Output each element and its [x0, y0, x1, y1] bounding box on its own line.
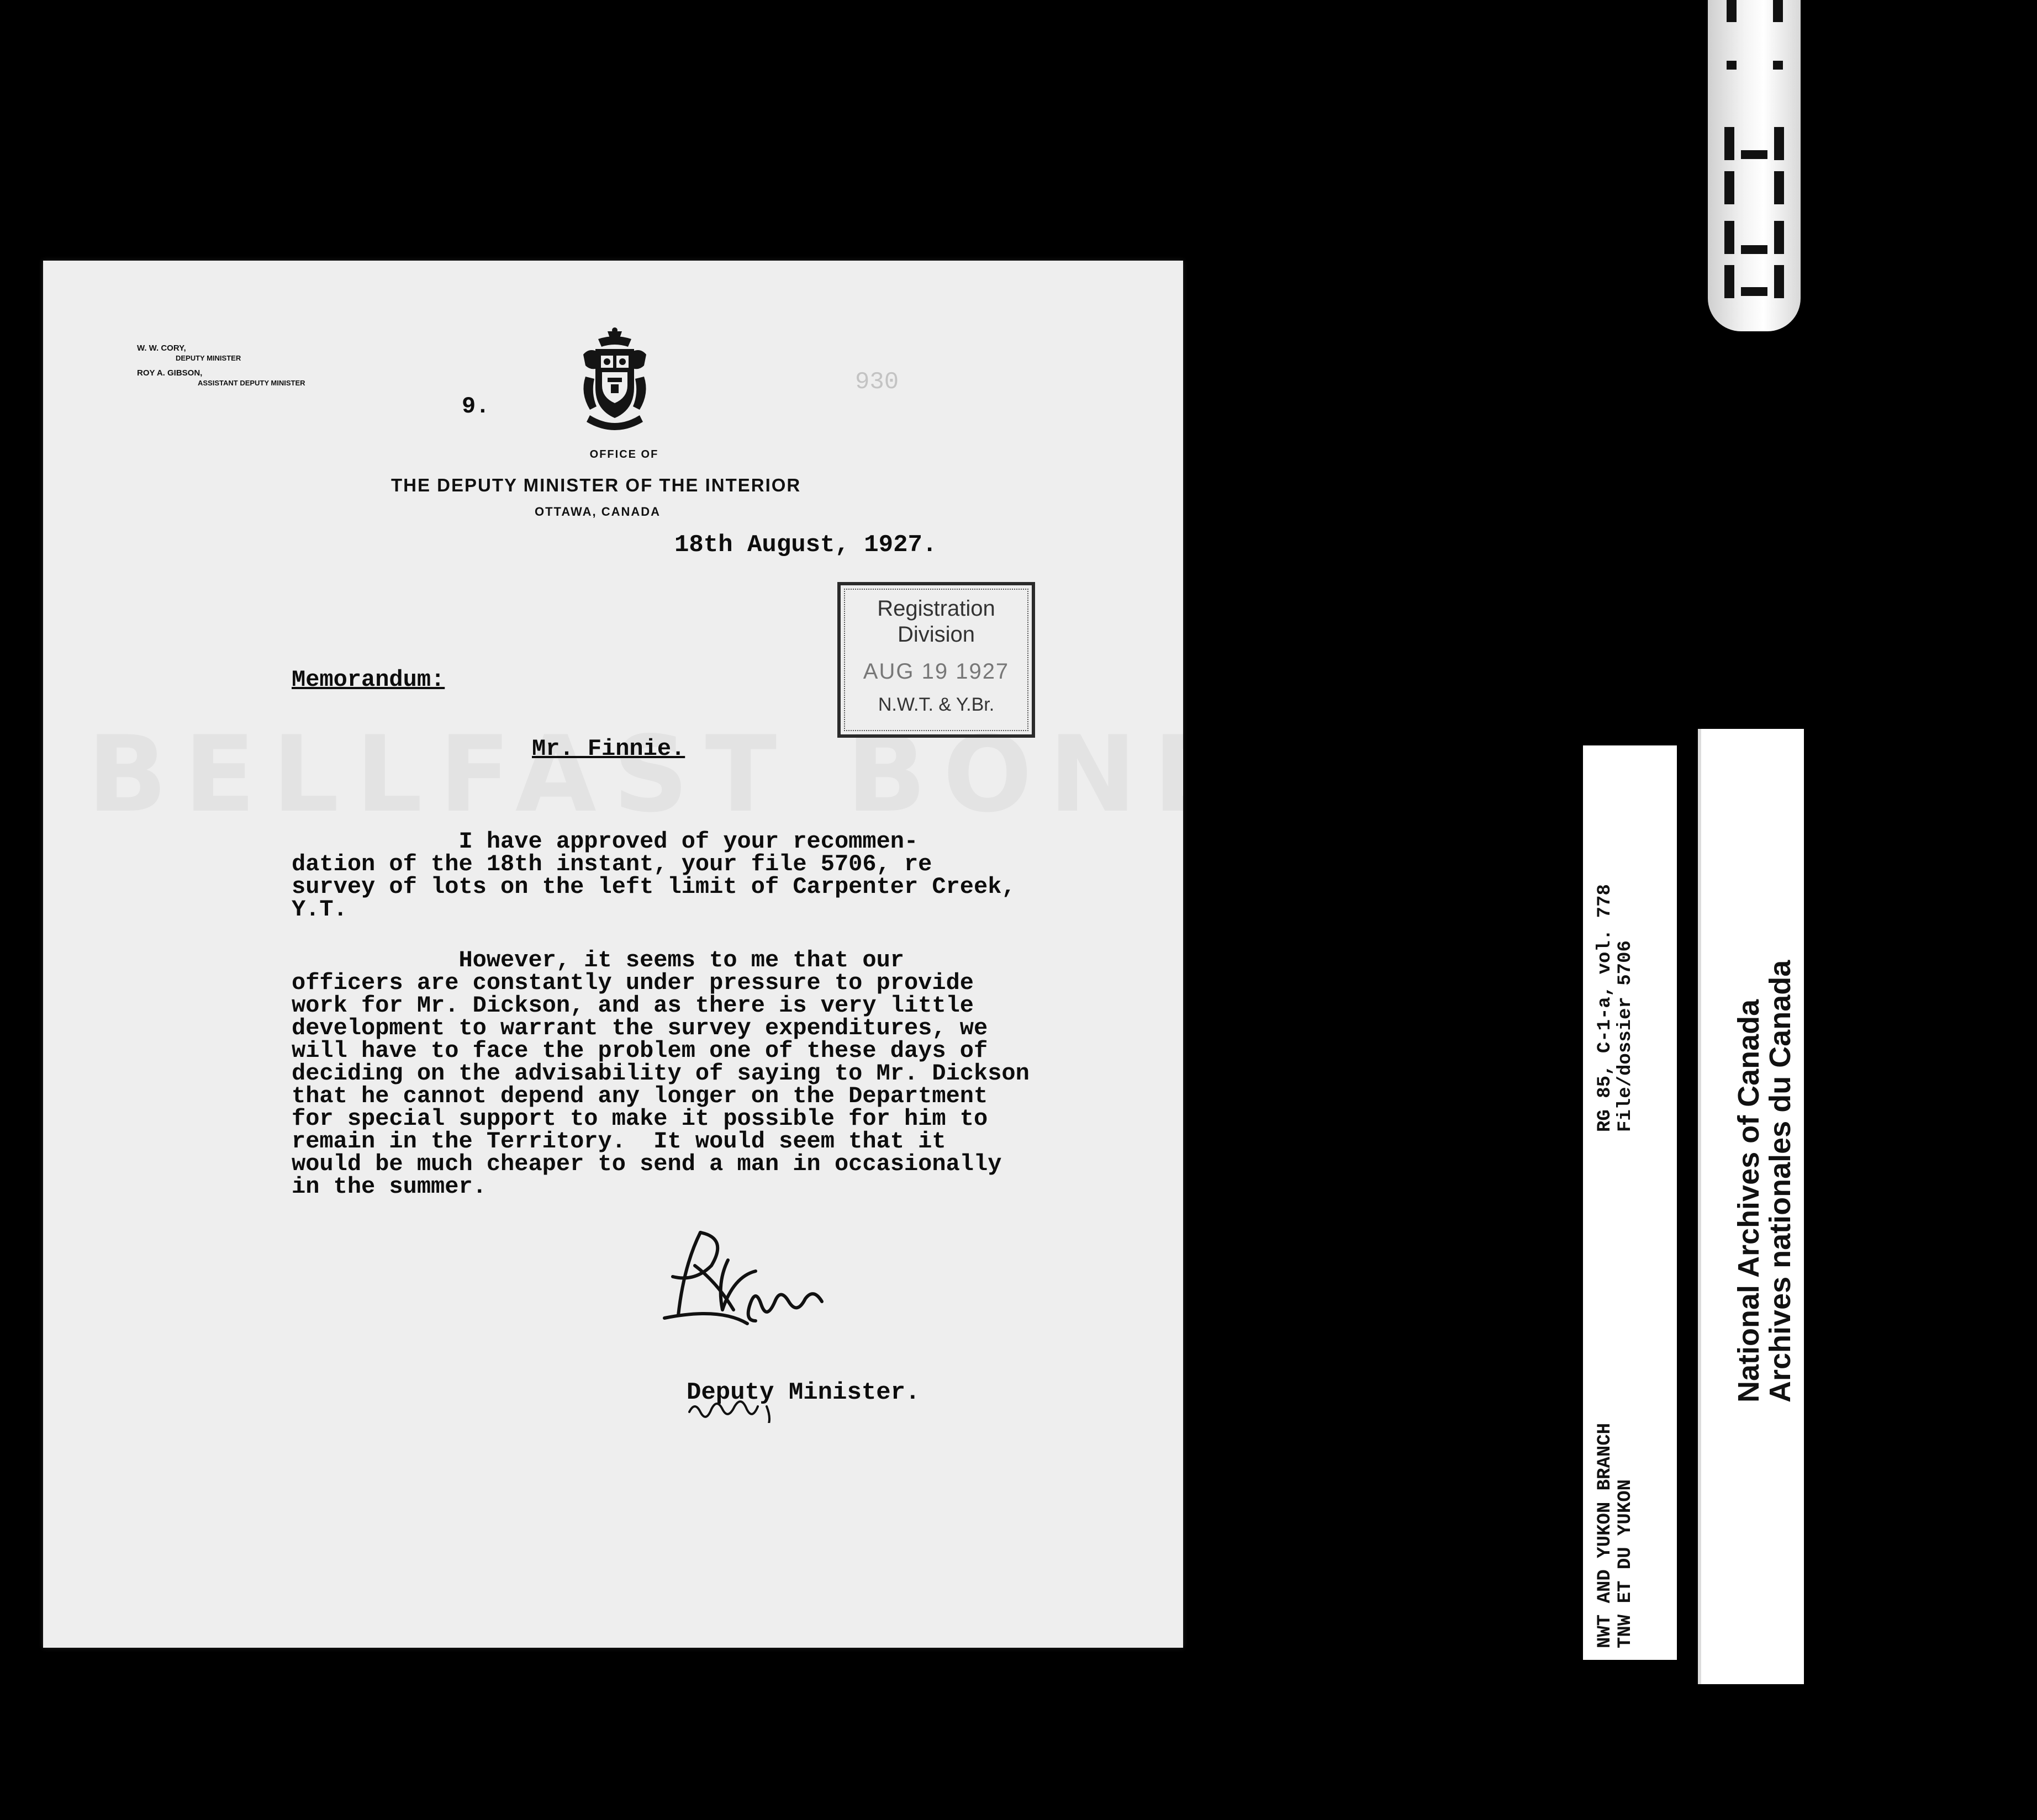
body-paragraph-1: I have approved of your recommen- dation of the 18th instant, your file 5706, re survey of lots on the left limit of Carpenter Creek, Y.T.	[292, 828, 1016, 923]
stamp-line-division: Division	[897, 622, 975, 647]
body-paragraph-2: However, it seems to me that our officers are constantly under pressure to provide work for Mr. Dickson, and as there is very little development to warrant the survey expenditures, we will have to face the problem one of these days of deciding on the advisability of saying to Mr. Dickson that he cannot depend any longer on the Department for special support to make it possible for him to remain in the Territory. It would seem that it would be much cheaper to send a man in occasionally in the summer.	[292, 947, 1030, 1200]
frame-counter-digits	[1708, 0, 1801, 331]
office-city: OTTAWA, CANADA	[535, 505, 661, 519]
archives-line-1: National Archives of Canada	[1732, 999, 1765, 1403]
signature-title: Deputy Minister.	[687, 1379, 920, 1406]
archival-reference-label	[1583, 745, 1677, 1660]
coat-of-arms-icon	[573, 327, 656, 432]
letter-date: 18th August, 1927.	[674, 531, 937, 559]
office-of-label: OFFICE OF	[589, 448, 659, 461]
letter-page	[43, 261, 1183, 1648]
archives-line-2: Archives nationales du Canada	[1763, 960, 1797, 1403]
stamp-branch: N.W.T. & Y.Br.	[878, 694, 995, 715]
memo-label	[292, 666, 445, 693]
handwritten-signature	[662, 1221, 861, 1332]
page-number: 9.	[462, 393, 490, 420]
officer-2-name: ROY A. GIBSON,	[137, 368, 203, 378]
stamp-line-registration: Registration	[877, 596, 995, 621]
letterhead-officers	[137, 343, 305, 388]
officer-1-name: W. W. CORY,	[137, 343, 186, 353]
registration-stamp	[837, 582, 1035, 738]
archives-name	[1733, 960, 1796, 1403]
reference-label	[1595, 884, 1637, 1132]
stamp-date: AUG 19 1927	[863, 659, 1010, 684]
addressee	[532, 736, 685, 762]
memo-label-text: Memorandum:	[292, 666, 445, 693]
officer-2-title: ASSISTANT DEPUTY MINISTER	[198, 378, 305, 387]
officer-1-title: DEPUTY MINISTER	[176, 353, 241, 362]
file-number-stamp: 930	[855, 368, 899, 396]
branch-label	[1595, 1423, 1637, 1648]
office-title: THE DEPUTY MINISTER OF THE INTERIOR	[391, 475, 801, 495]
national-archives-label	[1698, 729, 1804, 1684]
film-frame-counter	[1708, 0, 1801, 331]
reference-line-1: RG 85, C-1-a, vol. 778	[1595, 884, 1616, 1132]
branch-line-2: TNW ET DU YUKON	[1615, 1479, 1637, 1648]
branch-line-1: NWT AND YUKON BRANCH	[1595, 1422, 1616, 1648]
addressee-text: Mr. Finnie.	[532, 736, 685, 762]
reference-line-2: File/dossier 5706	[1615, 940, 1637, 1132]
